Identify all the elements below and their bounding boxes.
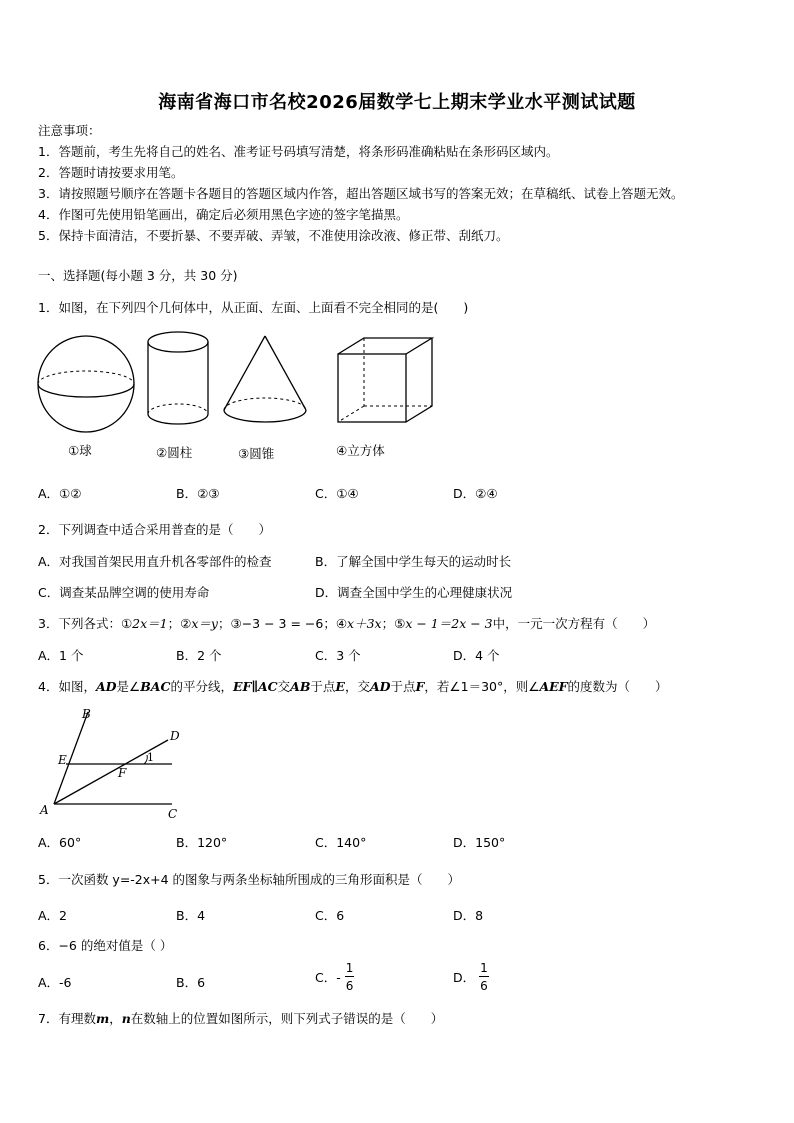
- option-d[interactable]: D．150°: [453, 835, 506, 850]
- option-d-label: D．: [453, 970, 476, 985]
- fraction-numerator: 1: [480, 961, 488, 975]
- note-item: 3．请按照题号顺序在答题卡各题目的答题区域内作答，超出答题区域书写的答案无效；在草稿纸、试卷上答题无效。: [38, 186, 684, 201]
- option-c[interactable]: C．调查某品牌空调的使用寿命: [38, 585, 210, 600]
- cube-caption: ④立方体: [336, 443, 385, 458]
- q3-sep-1: ；②: [167, 616, 192, 631]
- question-7-stem: [38, 1009, 443, 1027]
- fraction-numerator: 1: [345, 961, 354, 975]
- question-4-stem: [38, 677, 668, 695]
- sphere-figure: [34, 334, 138, 434]
- angle-bisector-figure: [36, 702, 196, 826]
- question-5-stem: 5．一次函数 y=-2x+4 的图象与两条坐标轴所围成的三角形面积是（ ）: [38, 872, 461, 887]
- q4-math: E: [335, 679, 345, 694]
- option-d[interactable]: D．8: [453, 908, 484, 923]
- q3-sep-4: ；⑤: [381, 616, 406, 631]
- label-angle-1: 1: [147, 751, 154, 764]
- section-heading: 一、选择题(每小题 3 分，共 30 分): [38, 268, 238, 283]
- option-b[interactable]: B．2 个: [176, 648, 222, 663]
- option-c[interactable]: C．140°: [315, 835, 367, 850]
- q4-text: 4．如图，: [38, 679, 96, 694]
- q4-text: 的度数为（ ）: [567, 679, 668, 694]
- q4-math: EF∥AC: [232, 679, 278, 694]
- q3-expr-1: 2x＝1: [132, 616, 168, 631]
- label-b: B: [82, 707, 91, 721]
- option-b[interactable]: B．②③: [176, 486, 220, 501]
- note-item: 2．答题时请按要求用笔。: [38, 165, 184, 180]
- label-e: E: [58, 753, 67, 767]
- option-b[interactable]: B．6: [176, 975, 206, 990]
- label-c: C: [168, 807, 178, 821]
- option-a[interactable]: A．①②: [38, 486, 82, 501]
- note-item: 4．作图可先使用铅笔画出，确定后必须用黑色字迹的签字笔描黑。: [38, 207, 409, 222]
- cylinder-caption: ②圆柱: [156, 445, 193, 460]
- q4-text: ，若∠1＝30°，则∠: [424, 679, 540, 694]
- q4-text: 于点: [310, 679, 336, 694]
- option-c[interactable]: C．①④: [315, 486, 359, 501]
- fraction-denominator: 6: [345, 979, 354, 993]
- q3-expr-4: x＋3x: [347, 616, 382, 631]
- q4-math: BAC: [140, 679, 171, 694]
- fraction-denominator: 6: [480, 979, 488, 993]
- option-d[interactable]: D．调查全国中学生的心理健康状况: [315, 585, 513, 600]
- question-2-stem: 2．下列调查中适合采用普查的是（ ）: [38, 522, 271, 537]
- option-c-label: C．-: [315, 970, 341, 985]
- option-d[interactable]: D．4 个: [453, 648, 500, 663]
- option-c[interactable]: C．3 个: [315, 648, 361, 663]
- q7-text: 在数轴上的位置如图所示，则下列式子错误的是（ ）: [130, 1011, 444, 1026]
- label-f: F: [118, 766, 127, 780]
- q4-math: AD: [369, 679, 391, 694]
- cylinder-figure: [146, 330, 212, 430]
- q7-text: 7．有理数: [38, 1011, 96, 1026]
- option-b[interactable]: B．4: [176, 908, 206, 923]
- q4-math: AEF: [539, 679, 568, 694]
- sphere-caption: ①球: [68, 443, 92, 458]
- option-a[interactable]: A．2: [38, 908, 68, 923]
- q3-expr-5: x − 1＝2x − 3: [405, 616, 493, 631]
- q7-math: m: [95, 1011, 110, 1026]
- q4-text: 是∠: [116, 679, 141, 694]
- q7-math: n: [121, 1011, 131, 1026]
- notes-heading: 注意事项：: [38, 123, 101, 138]
- question-6-stem: 6．−6 的绝对值是（ ）: [38, 938, 173, 953]
- page-title: 海南省海口市名校2026届数学七上期末学业水平测试试题: [158, 92, 636, 113]
- option-a[interactable]: A．-6: [38, 975, 72, 990]
- option-a[interactable]: A．对我国首架民用直升机各零部件的检查: [38, 554, 272, 569]
- cone-figure: [220, 334, 310, 434]
- question-3-stem: [38, 614, 655, 632]
- fraction: [479, 962, 489, 992]
- q3-prefix: 3．下列各式：①: [38, 616, 133, 631]
- q4-math: F: [415, 679, 425, 694]
- option-b[interactable]: B．120°: [176, 835, 228, 850]
- q4-math: AB: [290, 679, 311, 694]
- option-d[interactable]: [453, 962, 489, 992]
- note-item: 5．保持卡面清洁，不要折暴、不要弄破、弄皱，不准使用涂改液、修正带、刮纸刀。: [38, 228, 509, 243]
- q3-expr-2: x＝y: [191, 616, 218, 631]
- cube-figure: [334, 334, 438, 426]
- q4-text: 于点: [390, 679, 416, 694]
- option-a[interactable]: A．60°: [38, 835, 82, 850]
- q4-text: ，交: [344, 679, 370, 694]
- q4-math: AD: [95, 679, 117, 694]
- q3-suffix: 中，一元一次方程有（ ）: [492, 616, 656, 631]
- q3-sep-2: ；③−3 − 3 = −6；④: [217, 616, 348, 631]
- option-c[interactable]: [315, 962, 354, 992]
- q4-text: 的平分线，: [170, 679, 233, 694]
- option-c[interactable]: C．6: [315, 908, 345, 923]
- option-d[interactable]: D．②④: [453, 486, 498, 501]
- note-item: 1．答题前，考生先将自己的姓名、准考证号码填写清楚，将条形码准确粘贴在条形码区域内。: [38, 144, 559, 159]
- q4-text: 交: [277, 679, 291, 694]
- label-d: D: [170, 729, 180, 743]
- option-a[interactable]: A．1 个: [38, 648, 84, 663]
- label-a: A: [40, 803, 49, 817]
- option-b[interactable]: B．了解全国中学生每天的运动时长: [315, 554, 512, 569]
- question-1-stem: 1．如图，在下列四个几何体中，从正面、左面、上面看不完全相同的是( ): [38, 300, 469, 315]
- fraction: [345, 962, 355, 992]
- q7-text: ，: [109, 1011, 122, 1026]
- cone-caption: ③圆锥: [238, 446, 275, 461]
